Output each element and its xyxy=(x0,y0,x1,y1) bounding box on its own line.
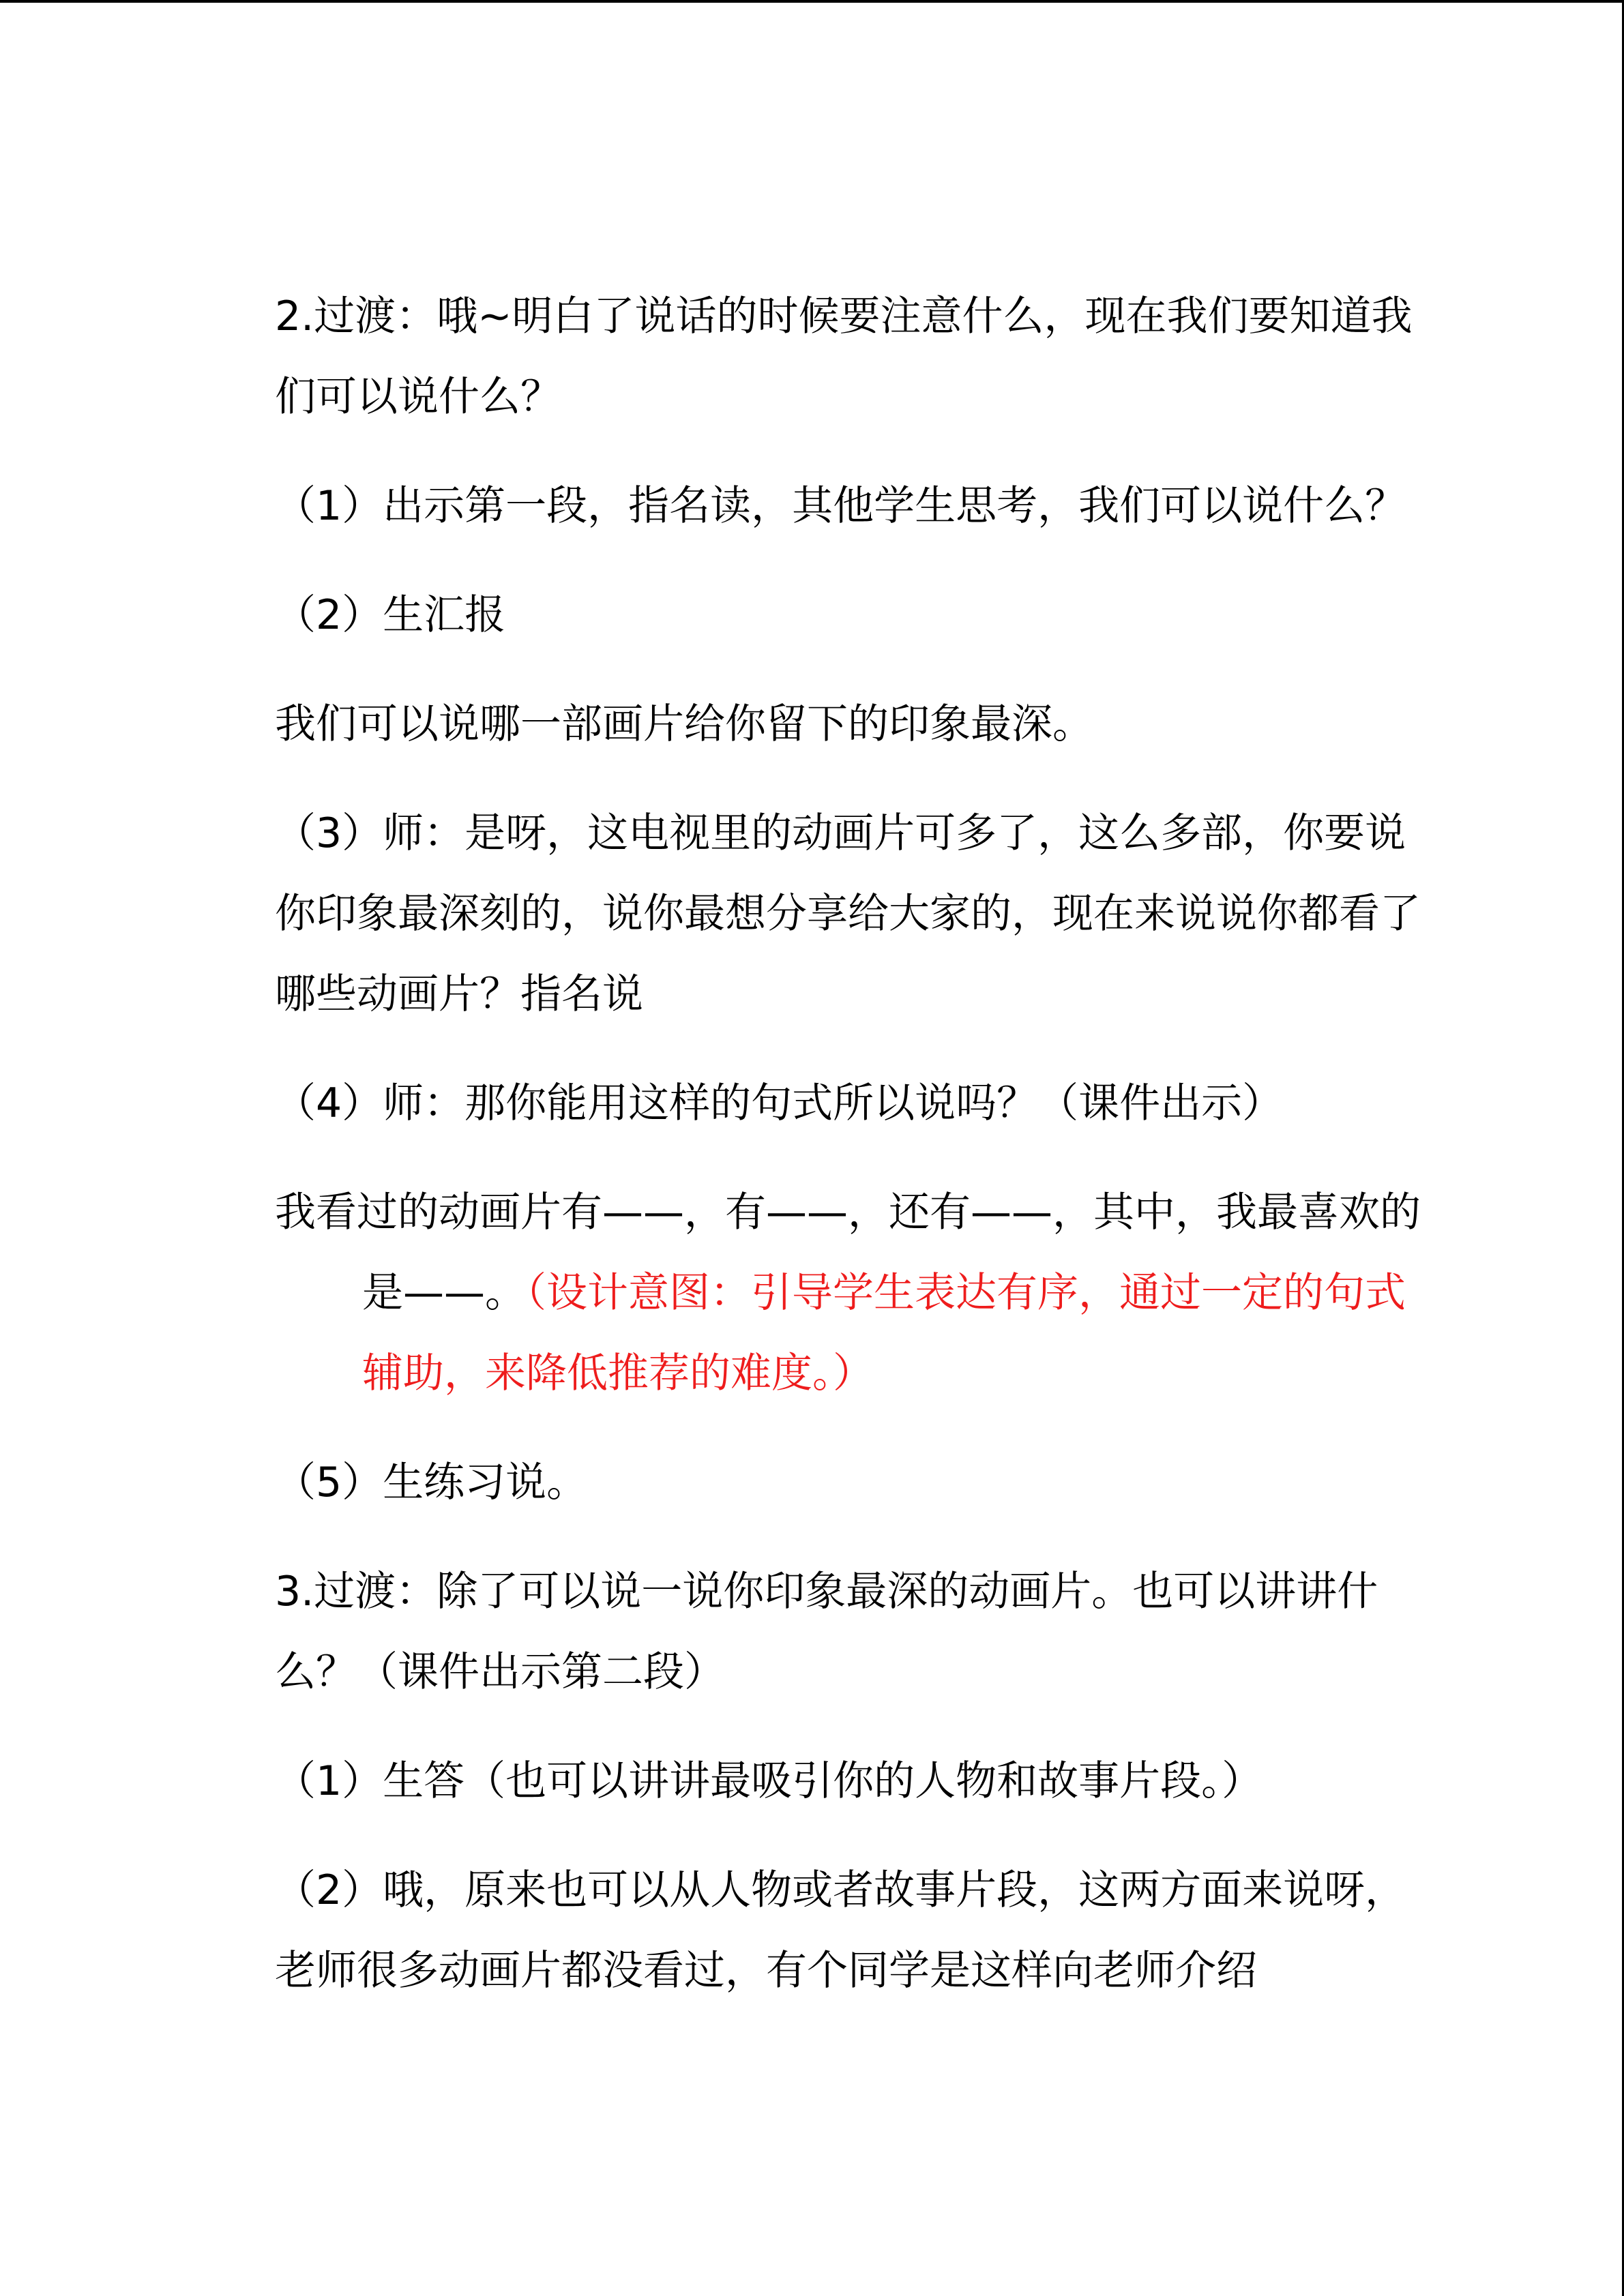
paragraph-step-1 xyxy=(275,466,1434,546)
document-body xyxy=(275,276,1434,2011)
paragraph-text: （2）生汇报 xyxy=(275,591,506,639)
paragraph-text: （3）师：是呀，这电视里的动画片可多了，这么多部，你要说你印象最深刻的，说你最想分享给大家的，现在来说说你都看了哪些动画片？指名说 xyxy=(275,809,1421,1018)
paragraph-text: （4）师：那你能用这样的句式所以说吗？（课件出示） xyxy=(275,1079,1284,1127)
paragraph-text: 我看过的动画片有——，有——，还有——，其中，我最喜欢的是——。 xyxy=(275,1189,1421,1317)
paragraph-step-3 xyxy=(275,793,1434,1034)
paragraph-step-2 xyxy=(275,575,1434,655)
paragraph-sentence-pattern xyxy=(275,1172,1434,1414)
paragraph-student-answer xyxy=(275,684,1434,764)
paragraph-text: （5）生练习说。 xyxy=(275,1459,588,1506)
page-top-border xyxy=(0,0,1624,3)
paragraph-text: 我们可以说哪一部画片给你留下的印象最深。 xyxy=(275,700,1093,748)
paragraph-text: （2）哦，原来也可以从人物或者故事片段，这两方面来说呀，老师很多动画片都没看过，有个同学是这样向老师介绍 xyxy=(275,1866,1406,1995)
paragraph-text: （1）出示第一段，指名读，其他学生思考，我们可以说什么？ xyxy=(275,482,1406,530)
paragraph-answer-1 xyxy=(275,1741,1434,1821)
paragraph-answer-2 xyxy=(275,1850,1434,2011)
paragraph-step-4 xyxy=(275,1063,1434,1144)
paragraph-text: 2.过渡：哦~明白了说话的时候要注意什么，现在我们要知道我们可以说什么？ xyxy=(275,293,1413,421)
design-intent-note: （设计意图：引导学生表达有序，通过一定的句式辅助，来降低推荐的难度。） xyxy=(362,1269,1406,1397)
paragraph-transition-3 xyxy=(275,1551,1434,1712)
paragraph-text: 3.过渡：除了可以说一说你印象最深的动画片。也可以讲讲什么？（课件出示第二段） xyxy=(275,1568,1378,1696)
paragraph-step-5 xyxy=(275,1442,1434,1523)
paragraph-transition-2 xyxy=(275,276,1434,437)
paragraph-text: （1）生答（也可以讲讲最吸引你的人物和故事片段。） xyxy=(275,1757,1263,1805)
